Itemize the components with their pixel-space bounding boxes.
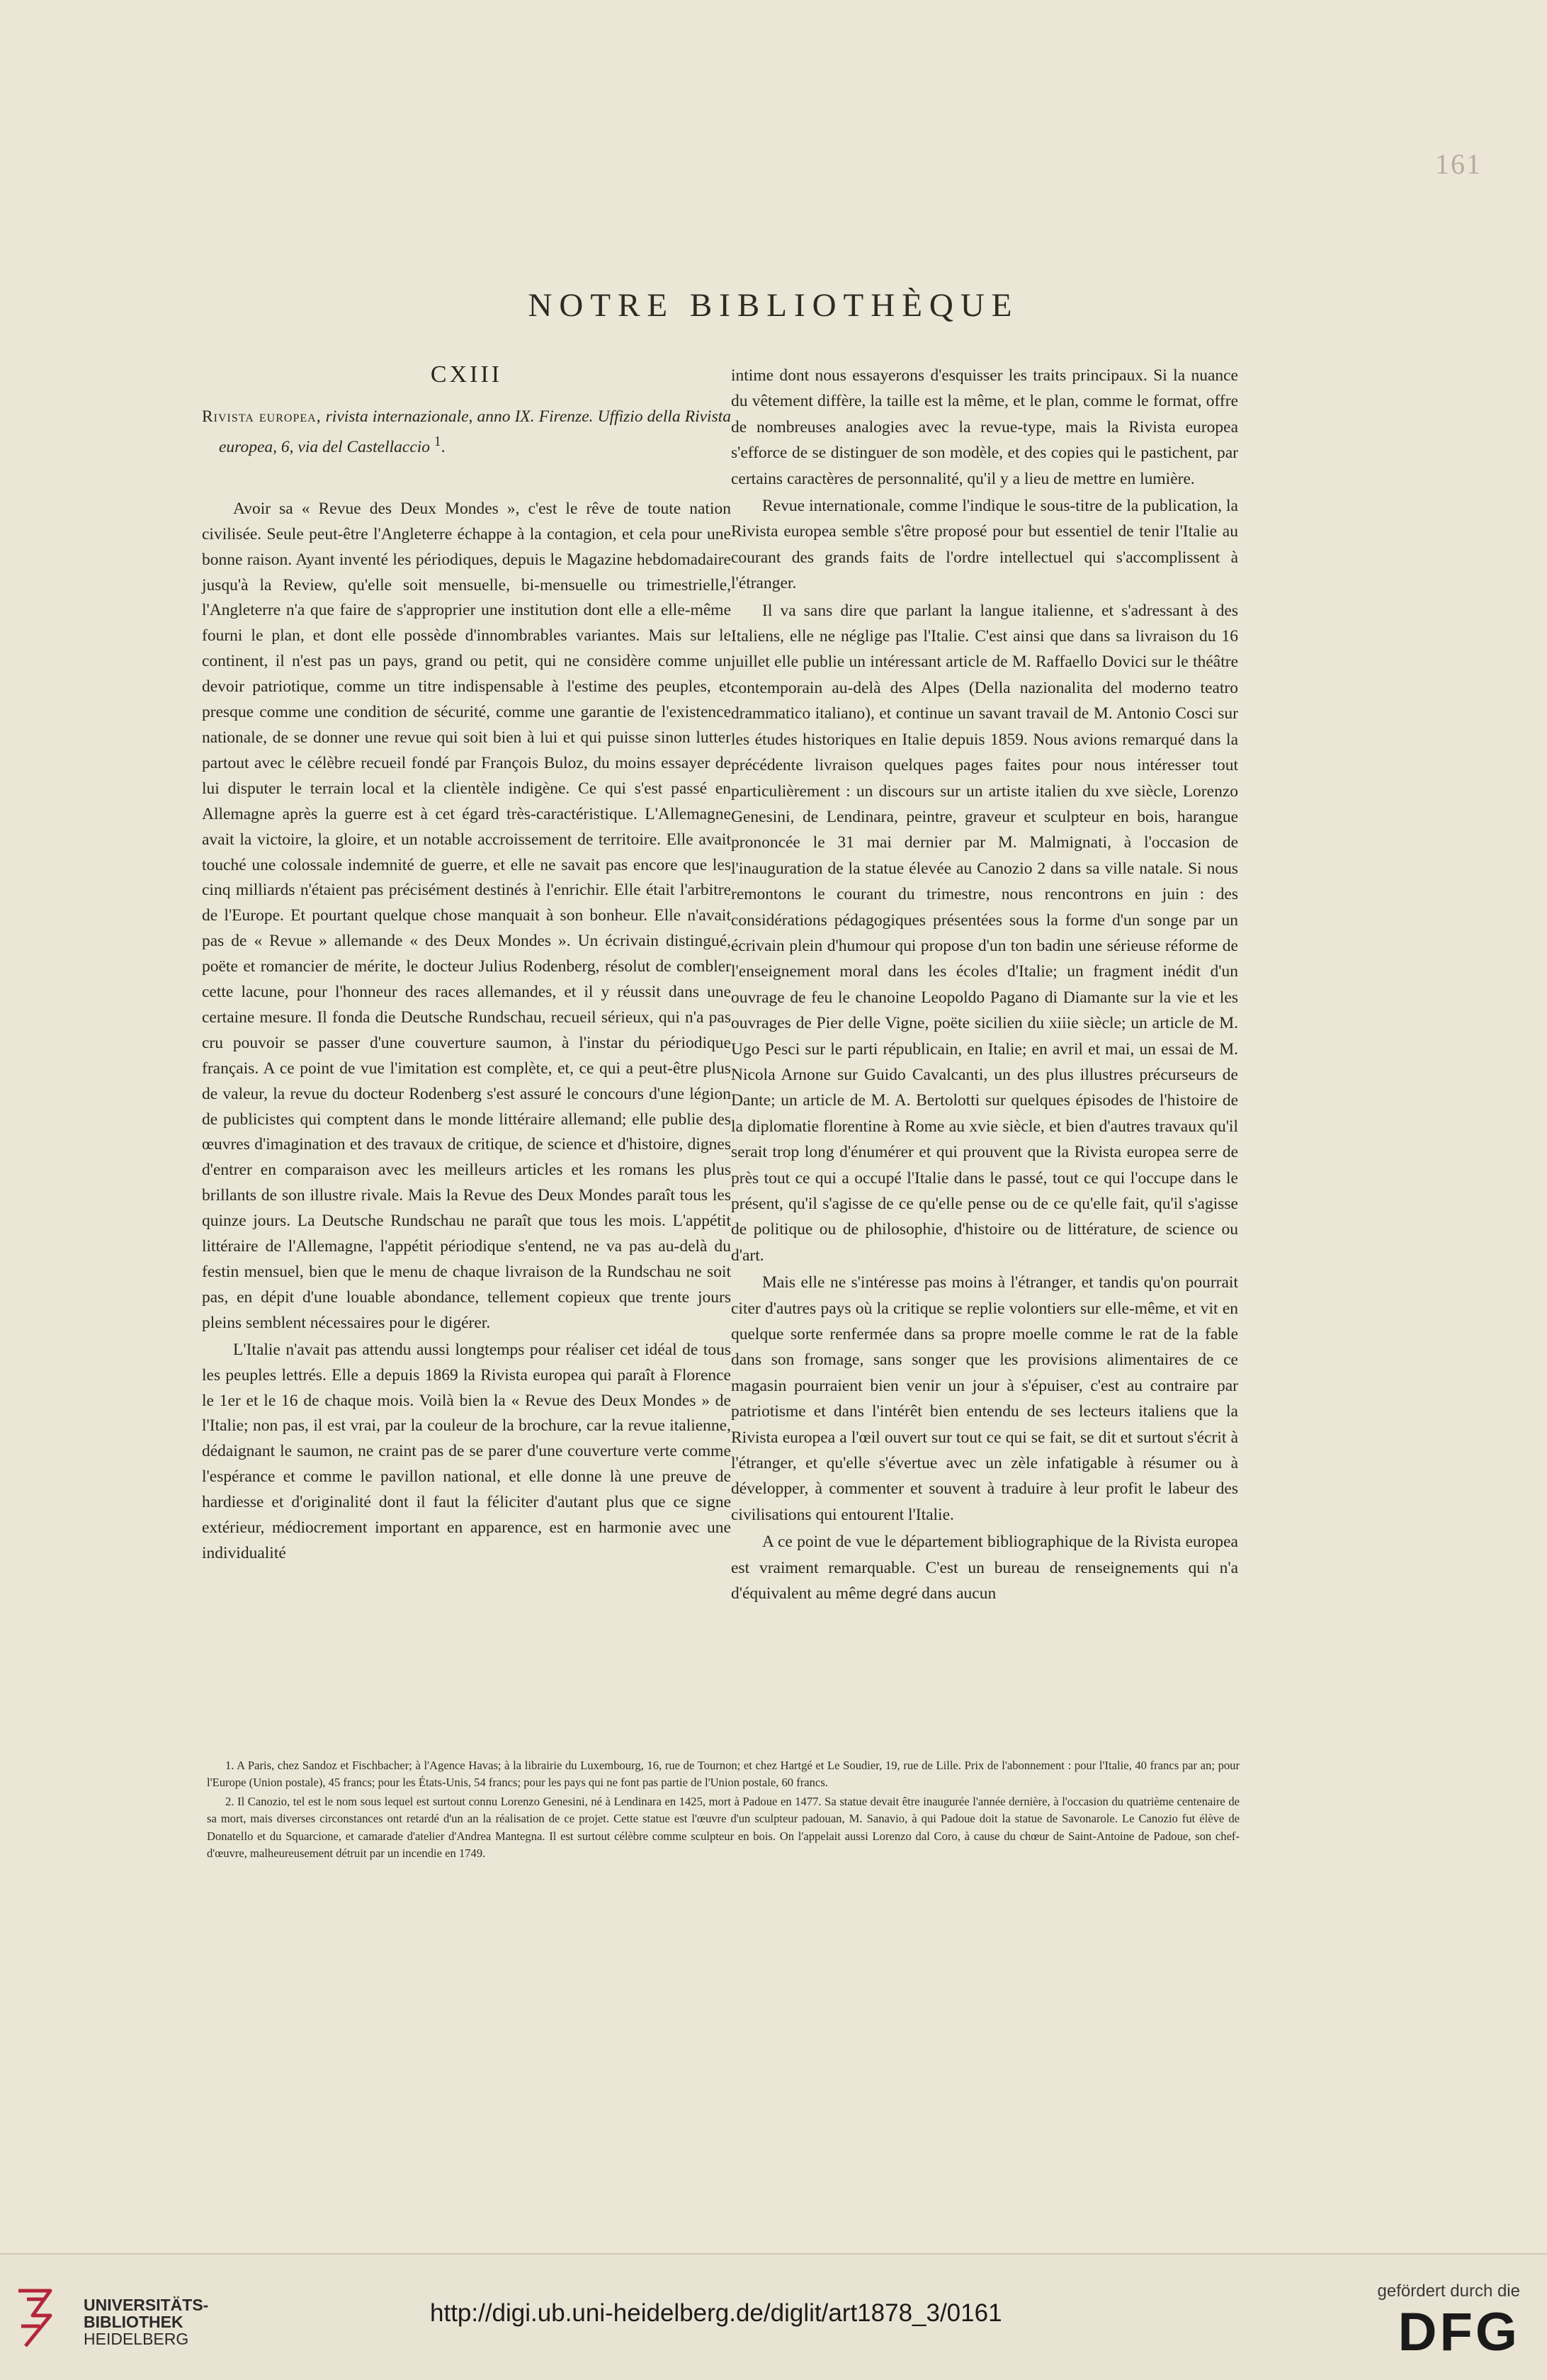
entry-suffix: . — [441, 437, 446, 456]
left-paragraph-1: Avoir sa « Revue des Deux Mondes », c'est le rêve de toute nation civilisée. Seule peut-être l'Angleterre échappe à la contagion, et cela pour une bonne raison. Ayant inventé les périodiques, depuis le Magazine hebdomadaire jusqu'à la Review, qu'elle soit mensuelle, bi-mensuelle ou trimestrielle, l'Angleterre n'a que faire de s'approprier une institution dont elle a elle-même fourni le plan, et dont elle possède d'innombrables variantes. Mais sur le continent, il n'est pas un pays, grand ou petit, qui ne considère comme un devoir patriotique, comme un titre indispensable à l'estime des peuples, et presque comme une condition de sécurité, comme une garantie de l'existence nationale, de se donner une revue qui soit bien à lui et qui puisse sinon lutter partout avec le célèbre recueil fondé par François Buloz, du moins essayer de lui disputer le terrain local et la clientèle indigène. Ce qui s'est passé en Allemagne après la guerre est à cet égard très-caractéristique. L'Allemagne avait la victoire, la gloire, et un notable accroissement de territoire. Elle avait touché une colossale indemnité de guerre, et elle ne savait pas encore que les cinq milliards n'étaient pas précisément destinés à l'enrichir. Elle était l'arbitre de l'Europe. Et pourtant quelque chose manquait à son bonheur. Elle n'avait pas de « Revue » allemande « des Deux Mondes ». Un écrivain distingué, poëte et romancier de mérite, le docteur Julius Rodenberg, résolut de combler cette lacune, pour l'honneur des races allemandes, et il y réussit dans une certaine mesure. Il fonda die Deutsche Rundschau, recueil sérieux, qui n'a pas cru pouvoir se passer d'une couverture saumon, à l'instar du périodique français. A ce point de vue l'imitation est complète, et, ce qui a peut-être plus de valeur, la revue du docteur Rodenberg s'est assuré le concours d'une légion de publicistes qui comptent dans le monde littéraire allemand; elle publie des œuvres d'imagination et des travaux de critique, de science et d'histoire, dignes d'entrer en comparaison avec les meilleurs articles et les romans les plus brillants de son illustre rivale. Mais la Revue des Deux Mondes paraît tous les quinze jours. La Deutsche Rundschau ne paraît que tous les mois. L'appétit littéraire de l'Allemagne, l'appétit périodique s'entend, ne va pas au-delà du festin mensuel, bien que le menu de chaque livraison de la Rundschau ne soit pas, en dépit d'une louable abondance, tellement copieux que trente jours pleins semblent nécessaires pour le digérer. — [202, 499, 731, 1332]
library-name-line-3: HEIDELBERG — [84, 2330, 189, 2348]
permalink-url[interactable]: http://digi.ub.uni-heidelberg.de/diglit/art1878_3/0161 — [430, 2299, 1002, 2327]
page-number: 161 — [1435, 148, 1482, 180]
library-name-line-1: UNIVERSITÄTS- — [84, 2296, 209, 2314]
left-column — [202, 361, 731, 1567]
running-title: NOTRE BIBLIOTHÈQUE — [528, 287, 1019, 324]
footnote-ref-1[interactable]: 1 — [434, 434, 441, 449]
right-paragraph-3: Il va sans dire que parlant la langue italienne, et s'adressant à des Italiens, elle ne néglige pas l'Italie. C'est ainsi que dans sa livraison du 16 juillet elle publie un intéressant article de M. Raffaello Dovici sur le théâtre contemporain au-delà des Alpes (Della nazionalita del moderno teatro drammatico italiano), et continue un savant travail de M. Antonio Cosci sur les études historiques en Italie depuis 1859. Nous avions remarqué dans la précédente livraison quelques pages faites pour nous intéresser tout particulièrement : un discours sur un artiste italien du xve siècle, Lorenzo Genesini, de Lendinara, peintre, graveur et sculpteur en bois, harangue prononcée le 31 mai dernier par M. Malmignati, à l'occasion de l'inauguration de la statue élevée au Canozio 2 dans sa ville natale. Si nous remontons le courant du trimestre, nous rencontrons en juin : des considérations pédagogiques présentées sous la forme d'un songe par un écrivain plein d'humour qui propose d'un ton badin une sérieuse réforme de l'enseignement moral dans les écoles d'Italie; un fragment inédit d'un ouvrage de feu le chanoine Leopoldo Pagano di Diamante sur la vie et les ouvrages de Pier delle Vigne, poëte sicilien du xiiie siècle; un article de M. Ugo Pesci sur le parti républicain, en Italie; en avril et mai, un essai de M. Nicola Arnone sur Guido Cavalcanti, un des plus illustres précurseurs de Dante; un article de M. A. Bertolotti sur quelques épisodes de l'histoire de la diplomatie florentine à Rome au xvie siècle, et bien d'autres travaux qu'il serait trop long d'énumérer et qui prouvent que la Rivista europea serre de près tout ce qui a occupé l'Italie dans le passé, tout ce qui l'occupe dans le présent, qu'il s'agisse de ce qu'elle pense ou de ce qu'elle fait, qu'il s'agisse de politique ou de philosophie, d'histoire ou de littérature, de science ou d'art. — [731, 601, 1238, 1265]
right-paragraph-4: Mais elle ne s'intéresse pas moins à l'étranger, et tandis qu'on pourrait citer d'autres pays où la critique se replie volontiers sur elle-même, et vit en quelque sorte renfermée dans sa propre moelle comme le rat de la fable dans son fromage, sans songer que les provisions alimentaires de ce magasin pourraient bien venir un jour à s'épuiser, c'est au contraire par patriotisme et dans l'intérêt bien entendu de ses lecteurs italiens que la Rivista europea a l'œil ouvert sur tout ce qui se fait, se dit et surtout s'écrit à l'étranger, et qu'elle s'évertue avec un zèle infatigable à résumer ou à développer, à commenter et souvent à traduire à leur profit le labeur des civilisations qui entourent l'Italie. — [731, 1273, 1238, 1524]
bibliographic-entry — [202, 404, 731, 460]
footnotes — [207, 1757, 1240, 1863]
right-paragraph-2: Revue internationale, comme l'indique le sous-titre de la publication, la Rivista europea semble s'être proposé pour but essentiel de tenir l'Italie au courant des grands faits de l'ordre intellectuel qui s'accomplissent à l'étranger. — [731, 497, 1238, 593]
section-number: CXIII — [430, 361, 503, 388]
footnote-1: 1. A Paris, chez Sandoz et Fischbacher; à l'Agence Havas; à la librairie du Luxembourg, 16, rue de Tournon; et chez Hartgé et Le Soudier, 19, rue de Lille. Prix de l'abonnement : pour l'Italie, 40 francs par an; pour l'Europe (Union postale), 45 francs; pour les États-Unis, 54 francs; pour les pays qui ne font pas partie de l'Union postale, 60 francs. — [207, 1759, 1240, 1790]
viewer-footer — [0, 2253, 1547, 2380]
library-logo[interactable] — [4, 2279, 210, 2357]
right-paragraph-5: A ce point de vue le département bibliographique de la Rivista europea est vraiment remarquable. C'est un bureau de renseignements qui n'a d'équivalent au même degré dans aucun — [731, 1533, 1238, 1603]
dfg-logo: DFG — [1398, 2302, 1520, 2362]
footnote-2: 2. Il Canozio, tel est le nom sous lequel est surtout connu Lorenzo Genesini, né à Lendinara en 1425, mort à Padoue en 1477. Sa statue devait être inaugurée l'année dernière, à l'occasion du quatrième centenaire de sa mort, mais diverses circonstances ont retardé d'un an la réalisation de ce projet. Cette statue est l'œuvre d'un sculpteur padouan, M. Sanavio, à qui Padoue doit la statue de Savonarole. Le Canozio fut élève de Donatello et du Squarcione, et camarade d'atelier d'Andrea Mantegna. Il est surtout célèbre comme sculpteur en bois. On l'appelait aussi Lorenzo dal Coro, à cause du chœur de Saint-Antoine de Padoue, son chef-d'œuvre, malheureusement détruit par un incendie en 1749. — [207, 1794, 1240, 1861]
library-name — [84, 2296, 208, 2347]
entry-subtitle: rivista internazionale, anno IX. Firenze. — [325, 407, 594, 426]
entry-office: Uffizio della Rivista europea, 6, via del Castellaccio — [219, 407, 731, 456]
library-name-line-2: BIBLIOTHEK — [84, 2313, 183, 2331]
funding-caption: gefördert durch die — [1377, 2282, 1520, 2301]
entry-title: Rivista europea, — [202, 407, 322, 426]
library-emblem-icon — [11, 2284, 61, 2352]
left-paragraph-2: L'Italie n'avait pas attendu aussi longtemps pour réaliser cet idéal de tous les peuples lettrés. Elle a depuis 1869 la Rivista europea qui paraît à Florence le 1er et le 16 de chaque mois. Voilà bien la « Revue des Deux Mondes » de l'Italie; non pas, il est vrai, par la couleur de la brochure, car la revue italienne, dédaignant le saumon, ne craint pas de se parer d'une couverture verte comme l'espérance et comme le pavillon national, et elle donne là une preuve de hardiesse et d'originalité dont il faut la féliciter d'autant plus que ce signe extérieur, médiocrement important en apparence, est en harmonie avec une individualité — [202, 1340, 731, 1562]
funding-block[interactable] — [1308, 2282, 1520, 2362]
right-column — [731, 363, 1238, 1607]
right-paragraph-1: intime dont nous essayerons d'esquisser les traits principaux. Si la nuance du vêtement diffère, la taille est la même, et le plan, comme le format, offre de nombreuses analogies avec la revue-type, mais la Rivista europea s'efforce de se distinguer de son modèle, et des copies qui le pastichent, par certains caractères de personnalité, qu'il y a lieu de mettre en lumière. — [731, 366, 1238, 488]
